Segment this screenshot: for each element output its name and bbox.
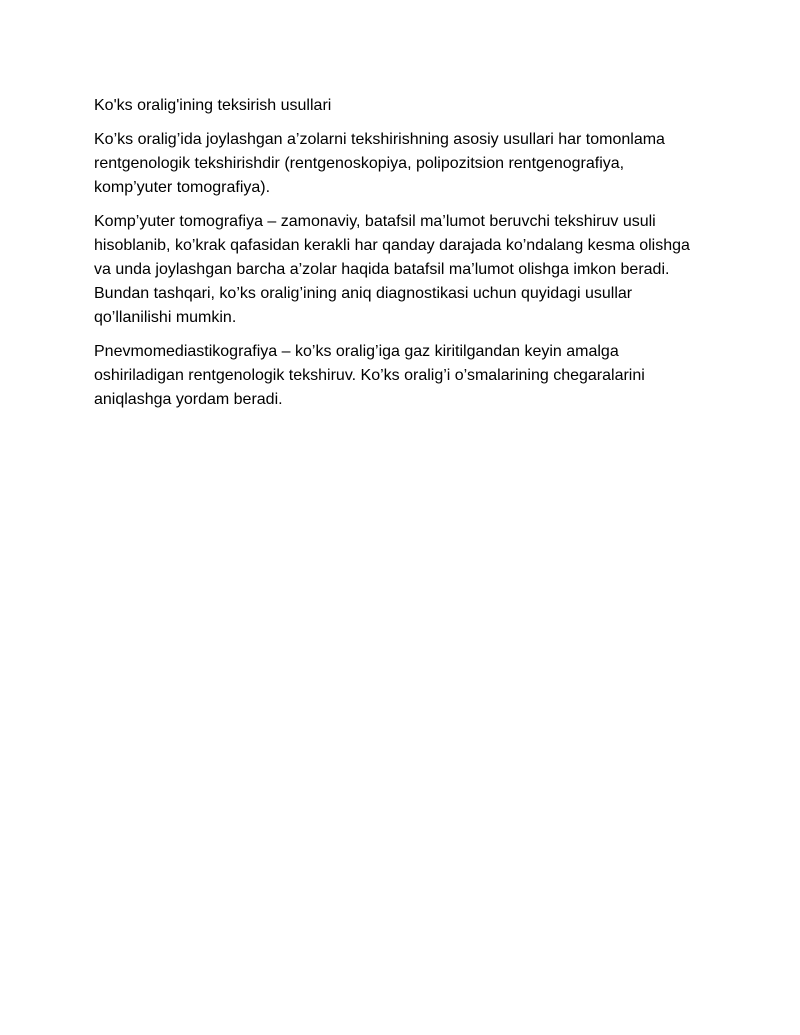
paragraph-3: Pnevmomediastikografiya – ko’ks oralig’iga gaz kiritilgandan keyin amalga oshiriladigan rentgenologik tekshiruv. Ko’ks oralig’i o’smalarining chegaralarini aniqlashga yordam beradi. — [94, 343, 645, 408]
paragraph-2: Komp’yuter tomografiya – zamonaviy, batafsil ma’lumot beruvchi tekshiruv usuli hisoblanib, ko’krak qafasidan kerakli har qanday darajada ko’ndalang kesma olishga va unda joylashgan barcha a’zolar haqida batafsil ma’lumot olishga imkon beradi. Bundan tashqari, ko’ks oralig’ining aniq diagnostikasi uchun quyidagi usullar qo’llanilishi mumkin. — [94, 213, 690, 326]
document-title: Ko'ks oralig'ining teksirish usullari — [94, 97, 332, 114]
paragraph-1: Ko’ks oralig’ida joylashgan a’zolarni tekshirishning asosiy usullari har tomonlama rentgenologik tekshirishdir (rentgenoskopiya, polipozitsion rentgenografiya, komp’yuter tomografiya). — [94, 131, 665, 196]
